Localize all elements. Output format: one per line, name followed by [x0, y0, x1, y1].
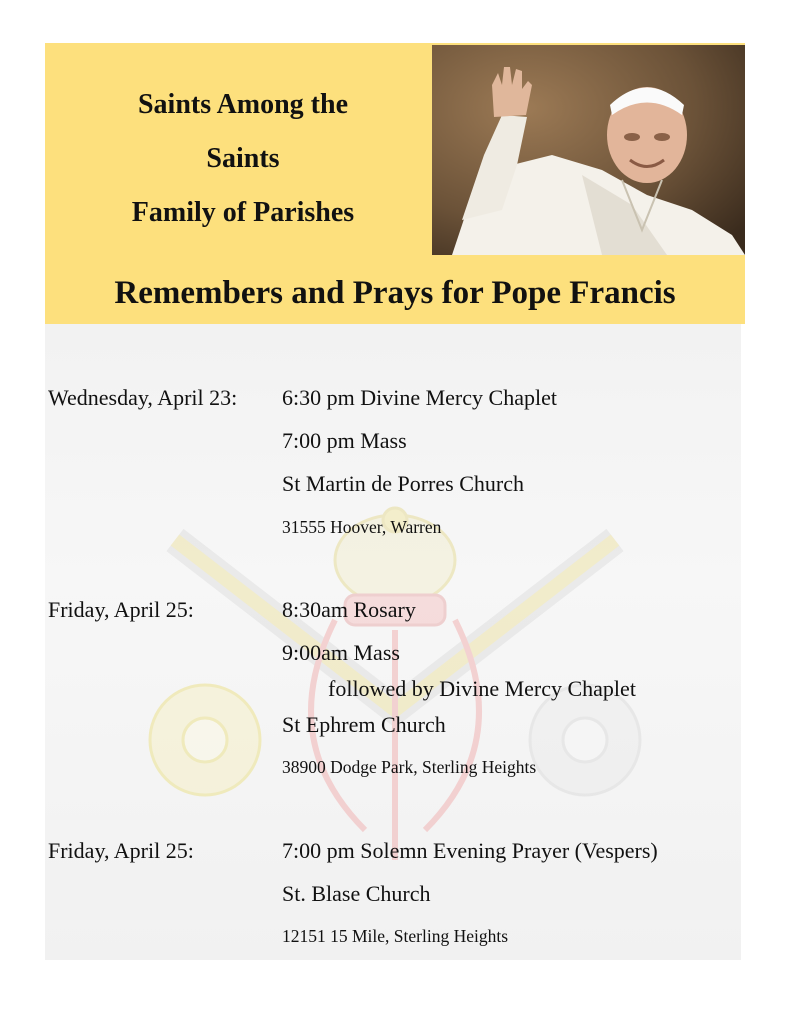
org-title-line-3: Family of Parishes: [131, 197, 355, 228]
pope-photo: [432, 45, 745, 255]
event-1-line-1: 6:30 pm Divine Mercy Chaplet: [282, 385, 557, 410]
event-2-line-2: 9:00am Mass: [282, 640, 400, 665]
event-2-address: 38900 Dodge Park, Sterling Heights: [282, 757, 537, 777]
event-1-church: St Martin de Porres Church: [282, 471, 524, 496]
event-1-day: Wednesday, April 23:: [48, 385, 238, 410]
event-1-address: 31555 Hoover, Warren: [282, 517, 442, 537]
headline: Remembers and Prays for Pope Francis: [114, 275, 676, 311]
event-2-day: Friday, April 25:: [48, 597, 194, 622]
event-3-church: St. Blase Church: [282, 881, 431, 906]
event-2-line-3: followed by Divine Mercy Chaplet: [328, 676, 636, 701]
event-2-church: St Ephrem Church: [282, 712, 446, 737]
event-2-line-1: 8:30am Rosary: [282, 597, 416, 622]
parish-family-title: [58, 78, 428, 240]
pope-francis-image: [432, 45, 745, 255]
event-3-line-1: 7:00 pm Solemn Evening Prayer (Vespers): [282, 838, 658, 863]
event-1-line-2: 7:00 pm Mass: [282, 428, 407, 453]
org-title-line-2: Saints: [206, 143, 280, 174]
event-3-address: 12151 15 Mile, Sterling Heights: [282, 926, 509, 946]
org-title-line-1: Saints Among the: [137, 89, 349, 120]
event-3-day: Friday, April 25:: [48, 838, 194, 863]
